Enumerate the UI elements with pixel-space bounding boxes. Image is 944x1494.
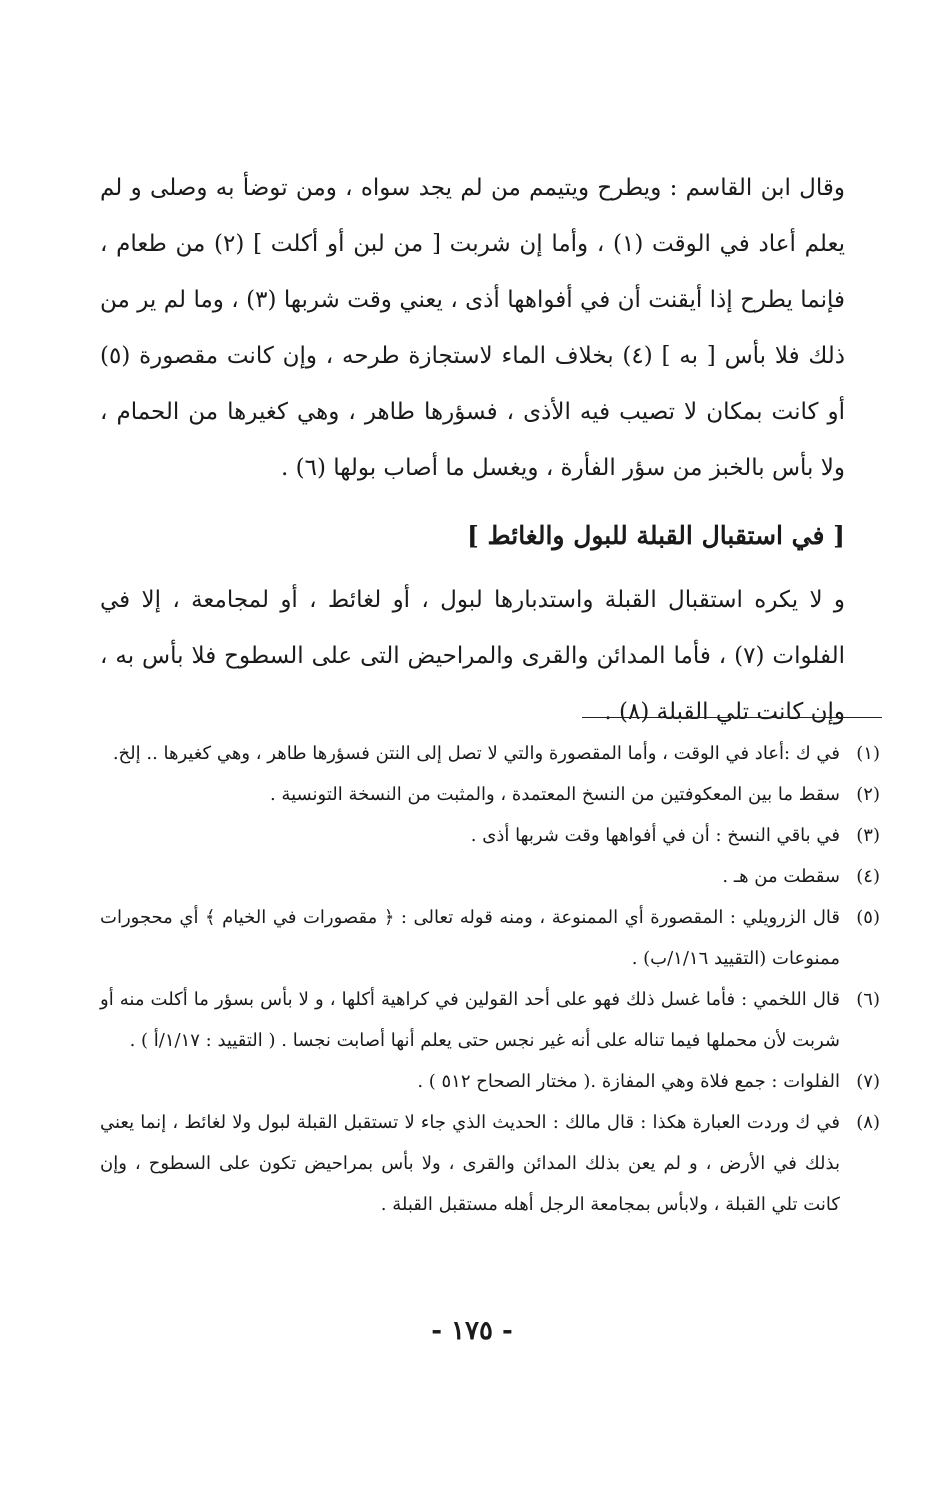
footnote-separator (582, 717, 882, 718)
footnote-text: الفلوات : جمع فلاة وهي المفازة .( مختار الصحاح ٥١٢ ) . (417, 1071, 840, 1092)
footnote-1 (100, 733, 880, 774)
footnote-text: في ك وردت العبارة هكذا : قال مالك : الحديث الذي جاء لا تستقبل القبلة لبول ولا لغائط ، إنما يعني بذلك في الأرض ، و لم يعن بذلك المدائن والقرى ، ولا بأس بمراحيض تكون على السطوح ، وإن كانت تلي القبلة ، ولابأس بمجامعة الرجل أهله مستقبل القبلة . (100, 1112, 840, 1215)
body-text (100, 160, 845, 496)
footnote-text: في باقي النسخ : أن في أفواهها وقت شربها أذى . (470, 825, 840, 846)
footnote-number: (٨) (856, 1112, 880, 1133)
paragraph-1: وقال ابن القاسم : ويطرح ويتيمم من لم يجد سواه ، ومن توضأ به وصلى و لم يعلم أعاد في الوقت (١) ، وأما إن شربت [ من لبن أو أكلت ] (٢) من طعام ، فإنما يطرح إذا أيقنت أن في أفواهها أذى ، يعني وقت شربها (٣) ، وما لم ير من ذلك فلا بأس [ به ] (٤) بخلاف الماء لاستجازة طرحه ، وإن كانت مقصورة (٥) أو كانت بمكان لا تصيب فيه الأذى ، فسؤرها طاهر ، وهي كغيرها من الحمام ، ولا بأس بالخبز من سؤر الفأرة ، ويغسل ما أصاب بولها (٦) . (100, 175, 846, 481)
footnote-2 (100, 774, 880, 815)
main-text (100, 160, 845, 740)
footnote-number: (٧) (856, 1071, 880, 1092)
footnote-number: (٤) (856, 866, 880, 887)
footnote-number: (٥) (856, 907, 880, 928)
footnote-text: سقط ما بين المعكوفتين من النسخ المعتمدة ، والمثبت من النسخة التونسية . (269, 784, 840, 805)
footnote-number: (٢) (856, 784, 880, 805)
footnote-number: (٣) (856, 825, 880, 846)
footnote-3 (100, 815, 880, 856)
footnote-4 (100, 856, 880, 897)
footnote-6 (100, 979, 880, 1061)
footnotes (100, 733, 880, 1225)
footnote-text: في ك :أعاد في الوقت ، وأما المقصورة والتي لا تصل إلى النتن فسؤرها طاهر ، وهي كغيرها .. إلخ. (112, 743, 840, 764)
footnote-text: سقطت من هـ . (722, 866, 840, 887)
footnote-number: (٦) (856, 989, 880, 1010)
footnote-8 (100, 1102, 880, 1225)
section-heading: [ في استقبال القبلة للبول والغائط ] (466, 521, 845, 550)
footnote-text: قال اللخمي : فأما غسل ذلك فهو على أحد القولين في كراهية أكلها ، و لا بأس بسؤر ما أكلت منه أو شربت لأن محملها فيما تناله على أنه غير نجس حتى يعلم أنها أصابت نجسا . ( التقييد : ١/١٧/أ ) . (100, 989, 840, 1051)
footnote-5 (100, 897, 880, 979)
footnote-7 (100, 1061, 880, 1102)
footnote-number: (١) (856, 743, 880, 764)
page-number: - ١٧٥ - (431, 1316, 513, 1346)
footnote-text: قال الزرويلي : المقصورة أي الممنوعة ، ومنه قوله تعالى : ﴿ مقصورات في الخيام ﴾ أي محجورات ممنوعات (التقييد ١/١٦/ب) . (100, 907, 840, 969)
body-text-2 (100, 572, 845, 740)
paragraph-2: و لا يكره استقبال القبلة واستدبارها لبول ، أو لغائط ، أو لمجامعة ، إلا في الفلوات (٧) ، فأما المدائن والقرى والمراحيض التى على السطوح فلا بأس به ، وإن كانت تلي القبلة (٨) . (100, 587, 845, 725)
